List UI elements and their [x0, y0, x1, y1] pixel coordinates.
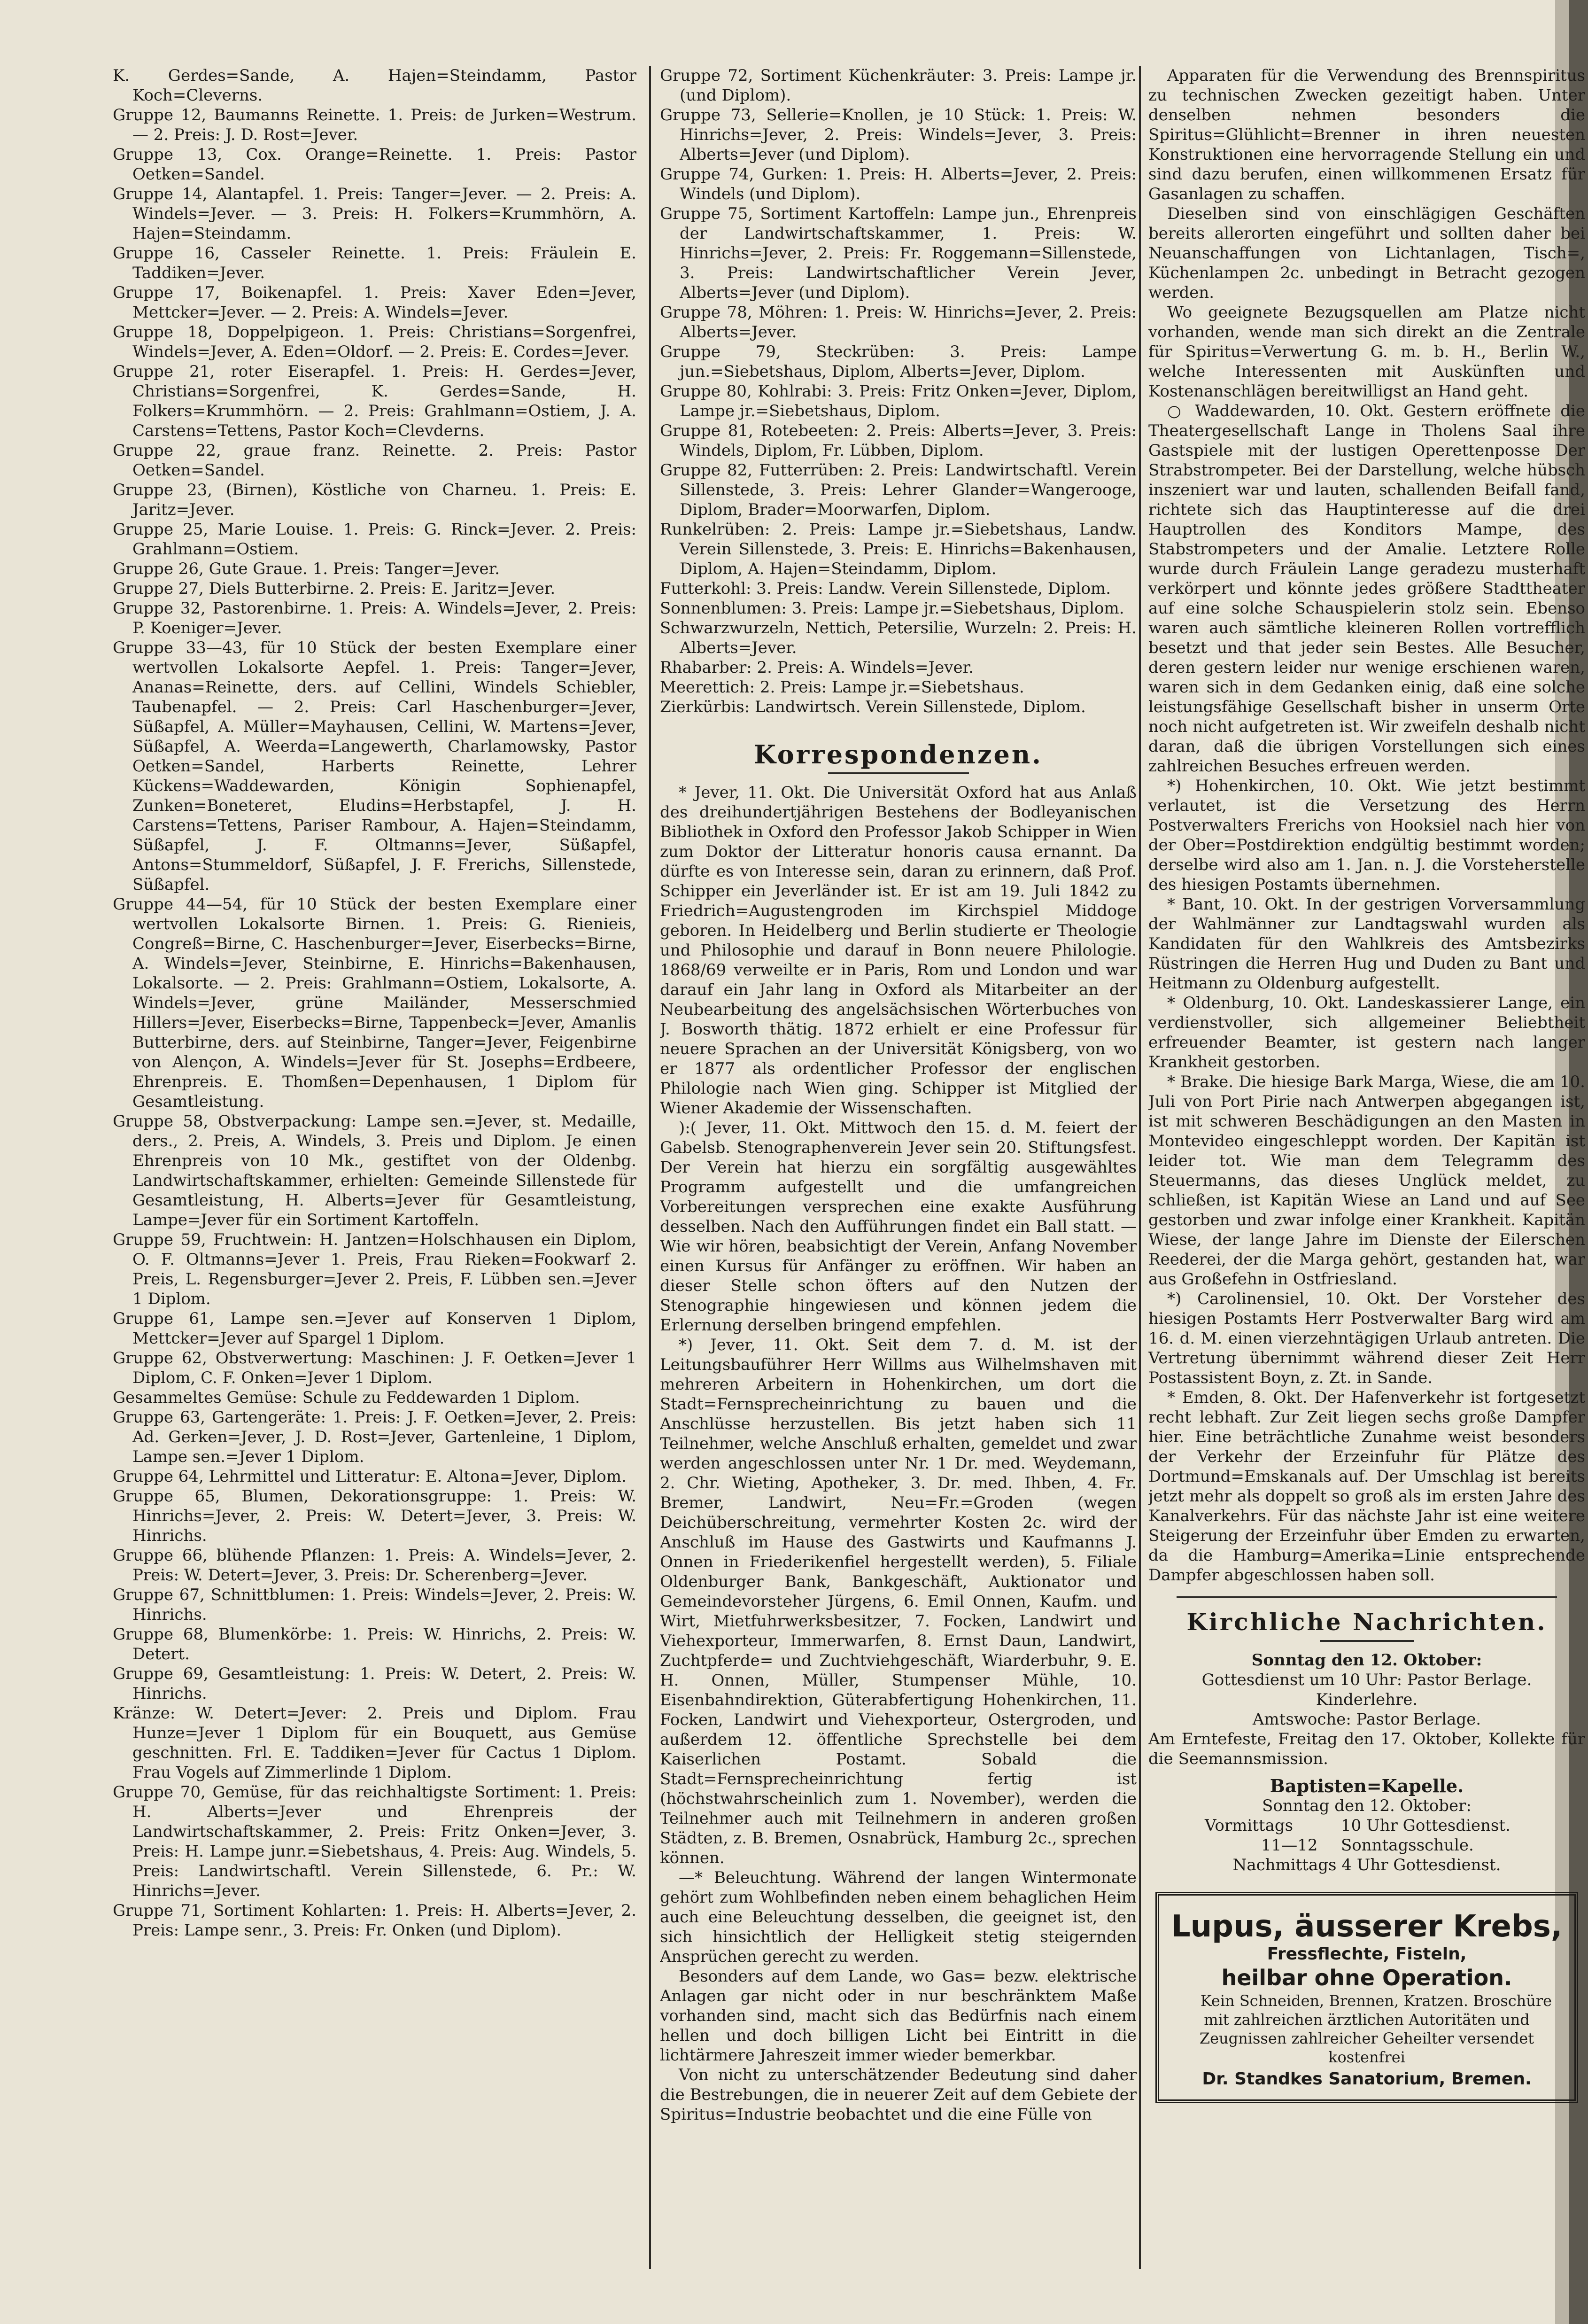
- award-entry: Gruppe 32, Pastorenbirne. 1. Preis: A. Windels=Jever, 2. Preis: P. Koeniger=Jever.: [113, 599, 636, 637]
- award-entry: Gruppe 79, Steckrüben: 3. Preis: Lampe jun.=Siebetshaus, Diplom, Alberts=Jever, Diplom.: [660, 342, 1137, 381]
- church-date: Sonntag den 12. Oktober:: [1251, 1651, 1482, 1670]
- award-entry: Gruppe 74, Gurken: 1. Preis: H. Alberts=Jever, 2. Preis: Windels (und Diplom).: [660, 165, 1137, 203]
- news-item: *) Hohenkirchen, 10. Okt. Wie jetzt bestimmt verlautet, ist die Versetzung des Herrn Postverwalters Frerichs von Hooksiel nach hier von der Ober=Postdirektion endgültig bestimmt worden; derselbe wird also am 1. Jan. n. J. die Vorsteherstelle des hiesigen Postamts übernehmen.: [1148, 777, 1585, 894]
- column-rule: [1139, 66, 1141, 2269]
- news-item: —* Beleuchtung. Während der langen Wintermonate gehört zum Wohlbefinden neben einem behaglichen Heim auch eine Beleuchtung desselben, die geeignet ist, den sich hinsichtlich der Helligkeit stetig steigernden Ansprüchen gerecht zu werden.: [660, 1868, 1137, 1966]
- ad-body: Kein Schneiden, Brennen, Kratzen. Broschüre mit zahlreichen ärztlichen Autoritäten und Zeugnissen zahlreicher Geheilter versendet kostenfrei: [1199, 1992, 1552, 2066]
- award-entry: Gruppe 65, Blumen, Dekorationsgruppe: 1. Preis: W. Hinrichs=Jever, 2. Preis: W. Detert=Jever, 3. Preis: W. Hinrichs.: [113, 1487, 636, 1545]
- baptist-schedule-value: Sonntagsschule.: [1341, 1836, 1474, 1855]
- church-notices: [1148, 1607, 1585, 1875]
- baptist-schedule-label: 11—12: [1261, 1836, 1318, 1855]
- award-entry: Gruppe 78, Möhren: 1. Preis: W. Hinrichs=Jever, 2. Preis: Alberts=Jever.: [660, 303, 1137, 342]
- section-divider: [1177, 1596, 1557, 1598]
- award-entry: Zierkürbis: Landwirtsch. Verein Sillenstede, Diplom.: [660, 698, 1086, 716]
- baptist-chapel-title: Baptisten=Kapelle.: [1270, 1775, 1464, 1796]
- church-service: Gottesdienst um 10 Uhr: Pastor Berlage.: [1201, 1671, 1532, 1689]
- section-heading-korrespondenzen: Korrespondenzen.: [754, 739, 1043, 769]
- church-kinderlehre: Kinderlehre.: [1316, 1690, 1418, 1709]
- church-amtswoche: Amtswoche: Pastor Berlage.: [1252, 1710, 1481, 1729]
- column-rule: [649, 66, 651, 2269]
- award-entry: Gruppe 33—43, für 10 Stück der besten Exemplare einer wertvollen Lokalsorte Aepfel. 1. Preis: Tanger=Jever, Ananas=Reinette, ders. auf Cellini, Windels Schiebler, Taubenapfel. — 2. Preis: Carl Haschenburger=Jever, Süßapfel, A. Müller=Mayhausen, Cellini, W. Martens=Jever, Süßapfel, A. Weerda=Langewerth, Charlamowsky, Pastor Oetken=Sandel, Harberts Reinette, Lehrer Kückens=Waddewarden, Königin Sophienapfel, Zunken=Boneteret, Eludins=Herbstapfel, J. H. Carstens=Tettens, Pariser Rambour, A. Hajen=Steindamm, Süßapfel, J. F. Oltmanns=Jever, Süßapfel, Antons=Stummeldorf, Süßapfel, J. F. Frerichs, Sillenstede, Süßapfel.: [113, 638, 636, 894]
- award-entry: Gruppe 13, Cox. Orange=Reinette. 1. Preis: Pastor Oetken=Sandel.: [113, 145, 636, 184]
- award-entry: Gruppe 67, Schnittblumen: 1. Preis: Windels=Jever, 2. Preis: W. Hinrichs.: [113, 1586, 636, 1624]
- baptist-schedule-row: [1148, 1835, 1585, 1855]
- award-entry: Gruppe 12, Baumanns Reinette. 1. Preis: de Jurken=Westrum. — 2. Preis: J. D. Rost=Jever.: [113, 106, 636, 144]
- column-awards-2-and-news: [660, 66, 1137, 2278]
- award-entry: Gruppe 61, Lampe sen.=Jever auf Konserven 1 Diplom, Mettcker=Jever auf Spargel 1 Diplom.: [113, 1309, 636, 1348]
- award-entry: Gruppe 26, Gute Graue. 1. Preis: Tanger=Jever.: [113, 560, 500, 578]
- newspaper-page: [56, 47, 1585, 2288]
- baptist-schedule-value: 10 Uhr Gottesdienst.: [1341, 1816, 1511, 1835]
- award-entry: Gruppe 59, Fruchtwein: H. Jantzen=Holschhausen ein Diplom, O. F. Oltmanns=Jever 1. Preis, Frau Rieken=Fookwarf 2. Preis, L. Regensburger=Jever 2. Preis, F. Lübben sen.=Jever 1 Diplom.: [113, 1230, 636, 1308]
- news-item: Wo geeignete Bezugsquellen am Platze nicht vorhanden, wende man sich direkt an die Zentrale für Spiritus=Verwertung G. m. b. H., Berlin W., welche Interessenten mit Auskünften und Kostenanschlägen bereitwilligst an Hand geht.: [1148, 303, 1585, 401]
- award-entry: Gruppe 21, roter Eiserapfel. 1. Preis: H. Gerdes=Jever, Christians=Sorgenfrei, K. Gerdes=Sande, H. Folkers=Krummhörn. — 2. Preis: Grahlmann=Ostiem, J. A. Carstens=Tettens, Pastor Koch=Clevderns.: [113, 362, 636, 440]
- award-entry: Gruppe 71, Sortiment Kohlarten: 1. Preis: H. Alberts=Jever, 2. Preis: Lampe senr., 3. Preis: Fr. Onken (und Diplom).: [113, 1901, 636, 1940]
- award-list: [660, 66, 1137, 717]
- news-item: Von nicht zu unterschätzender Bedeutung sind daher die Bestrebungen, die in neuerer Zeit auf dem Gebiete der Spiritus=Industrie beobachtet und die eine Fülle von: [660, 2066, 1137, 2124]
- award-entry: Gruppe 22, graue franz. Reinette. 2. Preis: Pastor Oetken=Sandel.: [113, 441, 636, 480]
- ad-subline: Fressflechte, Fisteln,: [1267, 1944, 1467, 1964]
- award-entry: Gruppe 75, Sortiment Kartoffeln: Lampe jun., Ehrenpreis der Landwirtschaftskammer, 1. Preis: W. Hinrichs=Jever, 2. Preis: Fr. Roggemann=Sillenstede, 3. Preis: Landwirtschaftlicher Verein Jever, Alberts=Jever (und Diplom).: [660, 204, 1137, 302]
- news-item: * Bant, 10. Okt. In der gestrigen Vorversammlung der Wahlmänner zur Landtagswahl wurden als Kandidaten für den Wahlkreis des Amtsbezirks Rüstringen die Herren Hug und Duden zu Bant und Heitmann zu Oldenburg aufgestellt.: [1148, 895, 1585, 993]
- news-item: ○ Waddewarden, 10. Okt. Gestern eröffnete die Theatergesellschaft Lange in Tholens Saal ihre Gastspiele mit der lustigen Operettenposse Der Strabstrompeter. Bei der Darstellung, welche hübsch inszeniert war und lauten, schallenden Beifall fand, richtete sich das Hauptinteresse auf die drei Hauptrollen des Konditors Mampe, des Stabstrompeters und der Amalie. Letztere Rolle wurde durch Fräulein Lange geradezu musterhaft verkörpert und könnte jedes größere Stadttheater auf eine solche Schauspielerin stolz sein. Ebenso waren auch sämtliche kleineren Rollen vortrefflich besetzt und that jeder sein Bestes. Alle Besucher, deren gestern leider nur wenige erschienen waren, waren sich in dem Gedanken einig, daß eine solche leistungsfähige Gesellschaft bisher in unserm Orte noch nicht aufgetreten ist. Wir zweifeln deshalb nicht daran, daß die übrigen Vorstellungen sich eines zahlreichen Besuches erfreuen werden.: [1148, 402, 1585, 776]
- award-entry: Runkelrüben: 2. Preis: Lampe jr.=Siebetshaus, Landw. Verein Sillenstede, 3. Preis: E. Hinrichs=Bakenhausen, Diplom, A. Hajen=Steindamm, Diplom.: [660, 520, 1137, 578]
- award-entry: Gruppe 82, Futterrüben: 2. Preis: Landwirtschaftl. Verein Sillenstede, 3. Preis: Lehrer Glander=Wangerooge, Diplom, Brader=Moorwarfen, Diplom.: [660, 461, 1137, 519]
- award-entry: Gruppe 80, Kohlrabi: 3. Preis: Fritz Onken=Jever, Diplom, Lampe jr.=Siebetshaus, Diplom.: [660, 382, 1137, 420]
- award-entry: Gruppe 25, Marie Louise. 1. Preis: G. Rinck=Jever. 2. Preis: Grahlmann=Ostiem.: [113, 520, 636, 559]
- news-item: * Emden, 8. Okt. Der Hafenverkehr ist fortgesetzt recht lebhaft. Zur Zeit liegen sechs große Dampfer hier. Eine beträchtliche Zunahme weist besonders der Verkehr der Erzeinfuhr für Plätze des Dortmund=Emskanals auf. Der Umschlag ist bereits jetzt mehr als doppelt so groß als im ersten Jahre des Kanalverkehrs. Für das nächste Jahr ist eine weitere Steigerung der Erzeinfuhr über Emden zu erwarten, da die Hamburg=Amerika=Linie entsprechende Dampfer abgeschlossen haben soll.: [1148, 1388, 1585, 1585]
- award-entry: Gruppe 64, Lehrmittel und Litteratur: E. Altona=Jever, Diplom.: [113, 1467, 627, 1486]
- award-entry: Gruppe 63, Gartengeräte: 1. Preis: J. F. Oetken=Jever, 2. Preis: Ad. Gerken=Jever, J. D. Rost=Jever, Gartenleine, 1 Diplom, Lampe sen.=Jever 1 Diplom.: [113, 1408, 636, 1466]
- church-notices-title: Kirchliche Nachrichten.: [1186, 1608, 1547, 1636]
- award-entry: Kränze: W. Detert=Jever: 2. Preis und Diplom. Frau Hunze=Jever 1 Diplom für ein Bouquett, aus Gemüse geschnitten. Frl. E. Taddiken=Jever für Cactus 1 Diplom. Frau Vogels auf Zimmerlinde 1 Diplom.: [113, 1704, 636, 1782]
- award-entry: Meerettich: 2. Preis: Lampe jr.=Siebetshaus.: [660, 678, 1024, 697]
- news-list: [660, 783, 1137, 2124]
- baptist-date: Sonntag den 12. Oktober:: [1262, 1796, 1472, 1815]
- award-entry: Gruppe 72, Sortiment Küchenkräuter: 3. Preis: Lampe jr. (und Diplom).: [660, 66, 1137, 105]
- news-item: * Oldenburg, 10. Okt. Landeskassierer Lange, ein verdienstvoller, sich allgemeiner Beliebtheit erfreuender Beamter, ist gestern nach langer Krankheit gestorben.: [1148, 994, 1585, 1072]
- award-entry: Gruppe 14, Alantapfel. 1. Preis: Tanger=Jever. — 2. Preis: A. Windels=Jever. — 3. Preis: H. Folkers=Krummhörn, A. Hajen=Steindamm.: [113, 185, 636, 243]
- award-entry: Gruppe 66, blühende Pflanzen: 1. Preis: A. Windels=Jever, 2. Preis: W. Detert=Jever, 3. Preis: Dr. Scherenberg=Jever.: [113, 1546, 636, 1585]
- award-entry: Sonnenblumen: 3. Preis: Lampe jr.=Siebetshaus, Diplom.: [660, 599, 1124, 618]
- award-entry: Gruppe 16, Casseler Reinette. 1. Preis: Fräulein E. Taddiken=Jever.: [113, 244, 636, 282]
- award-entry: Gruppe 69, Gesamtleistung: 1. Preis: W. Detert, 2. Preis: W. Hinrichs.: [113, 1664, 636, 1703]
- news-item: Apparaten für die Verwendung des Brennspiritus zu technischen Zwecken gezeitigt haben. Unter denselben nehmen besonders die Spiritus=Glühlicht=Brenner in ihren neuesten Konstruktionen eine hervorragende Stellung ein und sind dazu berufen, einen willkommenen Ersatz für Gasanlagen zu schaffen.: [1148, 66, 1585, 203]
- award-entry: Gesammeltes Gemüse: Schule zu Feddewarden 1 Diplom.: [113, 1388, 580, 1407]
- baptist-schedule-label: Vormittags: [1205, 1816, 1294, 1835]
- award-entry: Gruppe 27, Diels Butterbirne. 2. Preis: E. Jaritz=Jever.: [113, 579, 556, 598]
- award-entry: Futterkohl: 3. Preis: Landw. Verein Sillenstede, Diplom.: [660, 579, 1111, 598]
- news-item: *) Carolinensiel, 10. Okt. Der Vorsteher des hiesigen Postamts Herr Postverwalter Barg wird am 16. d. M. einen vierzehntägigen Urlaub antreten. Die Vertretung übernimmt während dieser Zeit Herr Postassistent Boyn, z. Zt. in Sande.: [1148, 1290, 1585, 1387]
- church-erntefest: Am Erntefeste, Freitag den 17. Oktober, Kollekte für die Seemannsmission.: [1148, 1730, 1585, 1768]
- ad-claim: heilbar ohne Operation.: [1221, 1965, 1512, 1990]
- news-item: *) Jever, 11. Okt. Seit dem 7. d. M. ist der Leitungsbauführer Herr Willms aus Wilhelmshaven mit mehreren Arbeitern in Hohenkirchen, um dort die Stadt=Fernsprecheinrichtung zu bauen und die Anschlüsse herzustellen. Bis jetzt haben sich 11 Teilnehmer, welche Anschluß erhalten, gemeldet und zwar werden angeschlossen unter Nr. 1 Dr. med. Weydemann, 2. Chr. Wieting, Apotheker, 3. Dr. med. Ihben, 4. Fr. Bremer, Landwirt, Neu=Fr.=Groden (wegen Deichüberschreitung, vermehrter Kosten 2c. wird der Anschluß im Hause des Gastwirts und Kaufmanns J. Onnen in Friederikenfiel hergestellt werden), 5. Filiale Oldenburger Bank, Bankgeschäft, Auktionator und Gemeindevorsteher Jürgens, 6. Emil Onnen, Kaufm. und Wirt, Mietfuhrwerksbesitzer, 7. Focken, Landwirt und Viehexporteur, Immerwarfen, 8. Ernst Daun, Landwirt, Zuchtpferde= und Zuchtviehgeschäft, Wiarderbuhr, 9. E. H. Onnen, Müller, Stumpenser Mühle, 10. Eisenbahndirektion, Güterabfertigung Hohenkirchen, 11. Focken, Landwirt und Viehexporteur, Ostergroden, und außerdem 12. öffentliche Sprechstelle bei dem Kaiserlichen Postamt. Sobald die Stadt=Fernsprecheinrichtung fertig ist (höchstwahrscheinlich zum 1. November), werden die Teilnehmer auch mit Teilnehmern in anderen großen Städten, z. B. Bremen, Osnabrück, Hamburg 2c., sprechen können.: [660, 1336, 1137, 1867]
- ad-sender: Dr. Standkes Sanatorium, Bremen.: [1202, 2069, 1532, 2089]
- baptist-nachmittags: Nachmittags 4 Uhr Gottesdienst.: [1232, 1856, 1501, 1874]
- award-entry: Gruppe 68, Blumenkörbe: 1. Preis: W. Hinrichs, 2. Preis: W. Detert.: [113, 1625, 636, 1663]
- award-entry: Gruppe 81, Rotebeeten: 2. Preis: Alberts=Jever, 3. Preis: Windels, Diplom, Fr. Lübben, Diplom.: [660, 421, 1137, 460]
- award-entry: Gruppe 73, Sellerie=Knollen, je 10 Stück: 1. Preis: W. Hinrichs=Jever, 2. Preis: Windels=Jever, 3. Preis: Alberts=Jever (und Diplom).: [660, 106, 1137, 164]
- ad-headline: Lupus, äusserer Krebs,: [1171, 1909, 1563, 1944]
- news-item: Besonders auf dem Lande, wo Gas= bezw. elektrische Anlagen gar nicht oder in nur beschränktem Maße vorhanden sind, macht sich das Bedürfnis nach einem hellen und doch billigen Licht bei Eintritt in die lichtärmere Jahreszeit immer wieder bemerkbar.: [660, 1967, 1137, 2065]
- award-entry: Gruppe 18, Doppelpigeon. 1. Preis: Christians=Sorgenfrei, Windels=Jever, A. Eden=Oldorf. — 2. Preis: E. Cordes=Jever.: [113, 323, 636, 361]
- award-entry: Gruppe 44—54, für 10 Stück der besten Exemplare einer wertvollen Lokalsorte Birnen. 1. Preis: G. Rienieis, Congreß=Birne, C. Haschenburger=Jever, Eiserbecks=Birne, A. Windels=Jever, Steinbirne, E. Hinrichs=Bakenhausen, Lokalsorte. — 2. Preis: Grahlmann=Ostiem, Lokalsorte, A. Windels=Jever, grüne Mailänder, Messerschmied Hillers=Jever, Eiserbecks=Birne, Tappenbeck=Jever, Amanlis Butterbirne, ders. auf Steinbirne, Tanger=Jever, Feigenbirne von Alençon, A. Windels=Jever für St. Josephs=Erdbeere, Ehrenpreis. E. Thomßen=Depenhausen, 1 Diplom für Gesamtleistung.: [113, 895, 636, 1111]
- award-entry: Gruppe 23, (Birnen), Köstliche von Charneu. 1. Preis: E. Jaritz=Jever.: [113, 481, 636, 519]
- heading-underline: [1320, 1640, 1414, 1642]
- news-item: * Jever, 11. Okt. Die Universität Oxford hat aus Anlaß des dreihundertjährigen Bestehens der Bodleyanischen Bibliothek in Oxford den Professor Jakob Schipper in Wien zum Doktor der Litteratur honoris causa ernannt. Da dürfte es von Interesse sein, daran zu erinnern, daß Prof. Schipper ein Jeverländer ist. Er ist am 19. Juli 1842 zu Friedrich=Augustengroden im Kirchspiel Middoge geboren. In Heidelberg und Berlin studierte er Theologie und Philosophie und darauf in Bonn neuere Philologie. 1868/69 verweilte er in Paris, Rom und London und war darauf ein Jahr lang in Oxford als Mitarbeiter an der Neubearbeitung des angelsächsischen Wörterbuches von J. Bosworth thätig. 1872 erhielt er eine Professur für neuere Sprachen an der Universität Königsberg, von wo er 1877 als ordentlicher Professor der englischen Philologie nach Wien ging. Schipper ist Mitglied der Wiener Akademie der Wissenschaften.: [660, 783, 1137, 1118]
- award-entry: Gruppe 17, Boikenapfel. 1. Preis: Xaver Eden=Jever, Mettcker=Jever. — 2. Preis: A. Windels=Jever.: [113, 283, 636, 322]
- award-entry: Schwarzwurzeln, Nettich, Petersilie, Wurzeln: 2. Preis: H. Alberts=Jever.: [660, 619, 1137, 657]
- award-entry: Gruppe 70, Gemüse, für das reichhaltigste Sortiment: 1. Preis: H. Alberts=Jever und Ehrenpreis der Landwirtschaftskammer, 2. Preis: Fritz Onken=Jever, 3. Preis: H. Lampe junr.=Siebetshaus, 4. Preis: Aug. Windels, 5. Preis: Landwirtschaftl. Verein Sillenstede, 6. Pr.: W. Hinrichs=Jever.: [113, 1783, 636, 1900]
- news-item: ):( Jever, 11. Okt. Mittwoch den 15. d. M. feiert der Gabelsb. Stenographenverein Jever sein 20. Stiftungsfest. Der Verein hat hierzu ein sorgfältig ausgewähltes Programm aufgestellt und die umfangreichen Vorbereitungen versprechen eine exakte Ausführung desselben. Nach den Aufführungen findet ein Ball statt. — Wie wir hören, beabsichtigt der Verein, Anfang November einen Kursus für Anfänger zu eröffnen. Wir haben an dieser Stelle schon öfters auf den Nutzen der Stenographie hingewiesen und können jedem die Erlernung derselben bringend empfehlen.: [660, 1119, 1137, 1335]
- award-entry: K. Gerdes=Sande, A. Hajen=Steindamm, Pastor Koch=Cleverns.: [113, 66, 636, 105]
- news-item: Dieselben sind von einschlägigen Geschäften bereits allerorten eingeführt und sollten daher bei Neuanschaffungen von Lichtanlagen, Tisch=, Küchenlampen 2c. unbedingt in Betracht gezogen werden.: [1148, 204, 1585, 302]
- award-entry: Gruppe 62, Obstverwertung: Maschinen: J. F. Oetken=Jever 1 Diplom, C. F. Onken=Jever 1 Diplom.: [113, 1349, 636, 1387]
- column-awards-1: [113, 66, 636, 2278]
- heading-underline: [828, 772, 969, 774]
- baptist-schedule-row: [1148, 1816, 1585, 1835]
- news-item: * Brake. Die hiesige Bark Marga, Wiese, die am 10. Juli von Port Pirie nach Antwerpen abgegangen ist, ist mit schweren Beschädigungen an den Masten in Montevideo eingeschleppt worden. Der Kapitän ist leider tot. Wie man dem Telegramm des Steuermanns, das dieses Unglück meldet, zu schließen, ist Kapitän Wiese an Land und auf See gestorben und zwar infolge einer Krankheit. Kapitän Wiese, der lange Jahre im Dienste der Eilerschen Reederei, der die Marga gehört, gestanden hat, war aus Großefehn in Ostfriesland.: [1148, 1073, 1585, 1289]
- advertisement-box: [1155, 1892, 1578, 2103]
- award-entry: Gruppe 58, Obstverpackung: Lampe sen.=Jever, st. Medaille, ders., 2. Preis, A. Windels, 3. Preis und Diplom. Je einen Ehrenpreis von 10 Mk., gestiftet von der Oldenbg. Landwirtschaftskammer, erhielten: Gemeinde Sillenstede für Gesamtleistung, H. Alberts=Jever für Gesamtleistung, Lampe=Jever für ein Sortiment Kartoffeln.: [113, 1112, 636, 1229]
- column-news-3: [1148, 66, 1585, 2278]
- award-entry: Rhabarber: 2. Preis: A. Windels=Jever.: [660, 658, 974, 677]
